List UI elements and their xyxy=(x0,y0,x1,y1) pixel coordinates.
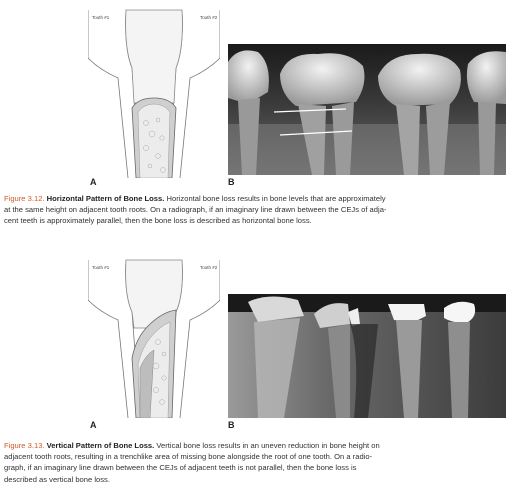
figure-title: Vertical Pattern of Bone Loss. xyxy=(46,441,155,450)
caption-line-4: described as vertical bone loss. xyxy=(4,474,110,484)
figure-3-13-illustration xyxy=(88,258,220,418)
caption-line-2: adjacent tooth roots, resulting in a trenchlike area of missing bone alongside the root of one tooth. On a radio- xyxy=(4,452,373,462)
caption-line-3: graph, if an imaginary line drawn between the CEJs of adjacent teeth is not parallel, then the bone loss is xyxy=(4,463,357,473)
panel-a-label: A xyxy=(90,177,97,187)
horizontal-bone-loss-drawing xyxy=(88,8,220,178)
figure-3-12-illustration xyxy=(88,8,220,178)
caption-line-1 xyxy=(4,440,504,451)
figure-3-13-caption xyxy=(4,440,504,485)
vertical-bone-loss-drawing xyxy=(88,258,220,418)
caption-text-1: Vertical bone loss results in an uneven reduction in bone height on xyxy=(156,441,380,450)
panel-a-label: A xyxy=(90,420,97,430)
panel-b-label: B xyxy=(228,177,235,187)
figure-3-13-radiograph xyxy=(228,294,506,418)
horizontal-bone-loss-radiograph xyxy=(228,44,506,175)
panel-b-label: B xyxy=(228,420,235,430)
caption-line-1 xyxy=(4,193,504,204)
figure-3-12-radiograph xyxy=(228,44,506,175)
vertical-bone-loss-radiograph xyxy=(228,294,506,418)
caption-text-1: Horizontal bone loss results in bone levels that are approximately xyxy=(166,194,386,203)
tooth-1-label: Tooth #1 xyxy=(92,15,110,20)
tooth-1-label: Tooth #1 xyxy=(92,265,110,270)
tooth-2-label: Tooth #2 xyxy=(200,265,218,270)
figure-number: Figure 3.12. xyxy=(4,194,45,203)
figure-3-12-caption xyxy=(4,193,504,227)
figure-number: Figure 3.13. xyxy=(4,441,45,450)
tooth-2-label: Tooth #2 xyxy=(200,15,218,20)
figure-title: Horizontal Pattern of Bone Loss. xyxy=(46,194,165,203)
caption-line-3: cent teeth is approximately parallel, then the bone loss is described as horizontal bone loss. xyxy=(4,216,312,226)
caption-line-2: at the same height on adjacent tooth roots. On a radiograph, if an imaginary line drawn between the CEJs of adja- xyxy=(4,205,387,215)
